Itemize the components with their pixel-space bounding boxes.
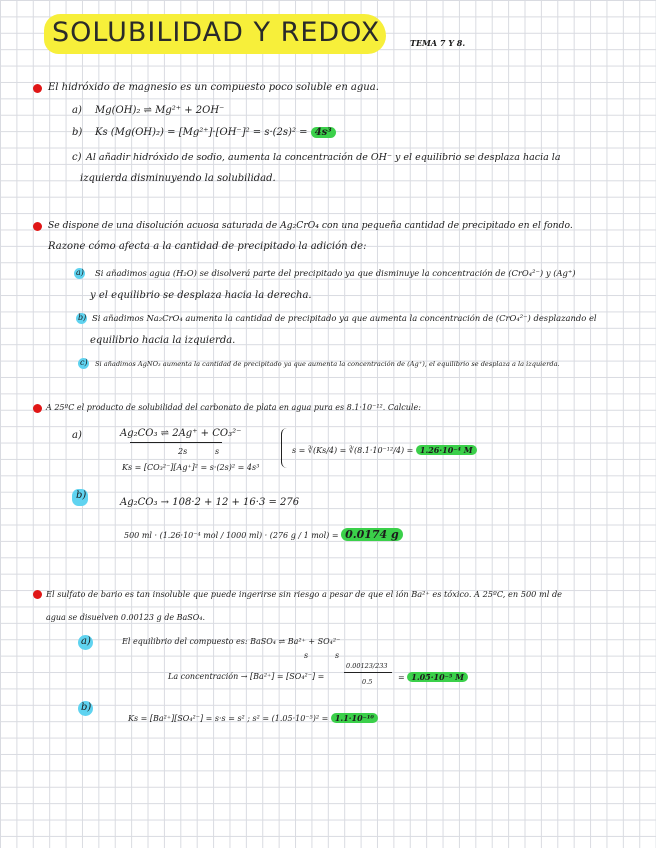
q2-a-label: a)	[76, 268, 84, 277]
q1-b-answer	[95, 127, 336, 139]
q3-a-under-2s: 2s	[178, 447, 188, 456]
q3-a-highlight: 1.26·10⁻⁴ M	[416, 445, 477, 455]
q4-a-fraction-bottom: 0.5	[362, 678, 373, 686]
title-highlight	[44, 14, 386, 54]
q2-a-line2: y el equilibrio se desplaza hacia la derecha.	[90, 290, 312, 301]
q1-b-highlight: 4s³	[311, 127, 336, 138]
q3-b-label: b)	[76, 490, 87, 501]
question-2-text-line1: Se dispone de una disolución acuosa saturada de Ag₂CrO₄ con una pequeña cantidad de precipitado en el fondo.	[48, 220, 573, 231]
q3-b-molar-mass: Ag₂CO₃ → 108·2 + 12 + 16·3 = 276	[120, 497, 300, 508]
question-2-text-line2: Razone cómo afecta a la cantidad de precipitado la adición de:	[48, 241, 367, 252]
q2-a-line1: Si añadimos agua (H₂O) se disolverá parte del precipitado ya que disminuye la concentración de (CrO₄²⁻) y (Ag⁺)	[95, 268, 576, 278]
question-4-bullet	[33, 590, 42, 599]
q1-b-label: b)	[72, 127, 83, 138]
question-1-bullet	[33, 84, 42, 93]
q3-b-calculation	[124, 529, 403, 542]
q4-b-expression: Ks = [Ba²⁺][SO₄²⁻] = s·s = s² ; s² = (1.05·10⁻⁵)² =	[128, 714, 329, 723]
q2-b-line1: Si añadimos Na₂CrO₄ aumenta la cantidad de precipitado ya que aumenta la concentración de (CrO₄²⁻) desplazando el	[92, 313, 597, 323]
q4-a-concentration: La concentración → [Ba²⁺] = [SO₄²⁻] =	[168, 672, 325, 681]
q3-b-expression: 500 ml · (1.26·10⁻⁴ mol / 1000 ml) · (276 g / 1 mol) =	[124, 531, 339, 540]
q1-c-line1: Al añadir hidróxido de sodio, aumenta la concentración de OH⁻ y el equilibrio se desplaza hacia la	[86, 152, 561, 163]
q4-b-calculation	[128, 712, 378, 725]
q3-a-ks: Ks = [CO₃²⁻][Ag⁺]² = s·(2s)² = 4s³	[122, 463, 260, 472]
question-4-text-line1: El sulfato de bario es tan insoluble que puede ingerirse sin riesgo a pesar de que el ión Ba²⁺ es tóxico. A 25ºC, en 500 ml de	[46, 589, 563, 599]
q2-c-label: c)	[80, 358, 88, 367]
question-3-bullet	[33, 404, 42, 413]
q3-a-underline	[130, 442, 222, 443]
q4-b-label: b)	[81, 702, 92, 713]
tema-label: TEMA 7 Y 8.	[410, 38, 466, 48]
q2-c-line: Si añadimos AgNO₃ aumenta la cantidad de precipitado ya que aumenta la concentración de (Ag⁺), el equilibrio se desplaza a la izquierda.	[95, 360, 560, 368]
question-3-text: A 25ºC el producto de solubilidad del carbonato de plata en agua pura es 8.1·10⁻¹². Calcule:	[46, 403, 421, 412]
q3-b-highlight: 0.0174 g	[341, 528, 403, 541]
q4-a-result: = 1.05·10⁻⁵ M	[398, 671, 468, 684]
q3-a-solution	[292, 444, 477, 457]
q4-a-equation: El equilibrio del compuesto es: BaSO₄ ⇌ Ba²⁺ + SO₄²⁻	[122, 637, 341, 646]
q2-b-line2: equilibrio hacia la izquierda.	[90, 335, 236, 346]
question-1-text: El hidróxido de magnesio es un compuesto poco soluble en agua.	[48, 82, 379, 93]
question-4-text-line2: agua se disuelven 0.00123 g de BaSO₄.	[46, 613, 206, 622]
q1-c-line2: izquierda disminuyendo la solubilidad.	[80, 173, 276, 184]
q4-a-fraction-line	[344, 672, 392, 673]
q4-a-under-so4: s	[335, 651, 340, 660]
q3-a-under-s: s	[215, 447, 220, 456]
q4-a-under-ba: s	[304, 651, 309, 660]
question-2-bullet	[33, 222, 42, 231]
q4-a-fraction-top: 0.00123/233	[346, 662, 388, 670]
q4-b-highlight: 1.1·10⁻¹⁰	[331, 713, 378, 723]
q1-a-label: a)	[72, 105, 82, 116]
q3-a-label: a)	[72, 430, 82, 441]
q3-a-equation: Ag₂CO₃ ⇌ 2Ag⁺ + CO₃²⁻	[120, 428, 242, 439]
q3-a-root: s = ∛(Ks/4) = ∛(8.1·10⁻¹²/4) =	[292, 446, 414, 455]
q1-b-expression: Ks (Mg(OH)₂) = [Mg²⁺]·[OH⁻]² = s·(2s)² =	[95, 127, 308, 138]
q1-a-answer: Mg(OH)₂ ⇌ Mg²⁺ + 2OH⁻	[95, 105, 225, 116]
q4-a-highlight: 1.05·10⁻⁵ M	[407, 672, 468, 682]
q4-a-label: a)	[81, 636, 91, 647]
q2-b-label: b)	[78, 313, 87, 322]
q3-a-brace	[281, 428, 288, 468]
page-title: SOLUBILIDAD Y REDOX	[52, 17, 381, 48]
q1-c-label: c)	[72, 152, 82, 163]
